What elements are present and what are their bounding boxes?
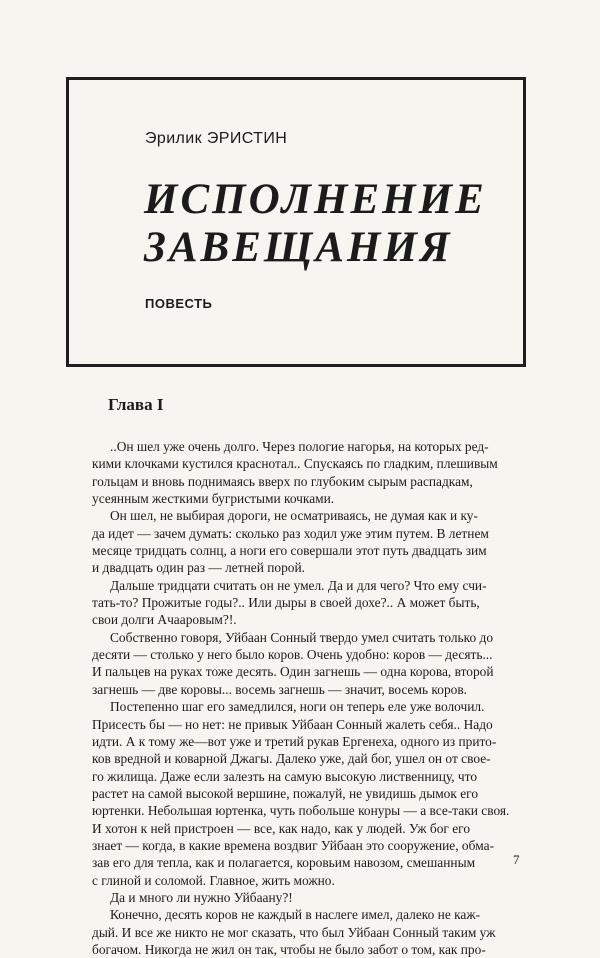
paragraph: Конечно, десять коров не каждый в наслеге имел, далеко не каж- дый. И все же никто не мог сказать, что был Уйбаан Сонный таким уж богачом. Никогда не жил он так, чтобы не было забот о том, как про- bbox=[92, 907, 496, 957]
paragraph: Дальше тридцати считать он не умел. Да и для чего? Что ему счи- тать-то? Прожитые годы?.. Или дыры в своей дохе?.. А может быть, свои долги Ачааровым?!. bbox=[92, 577, 487, 628]
author-name: Эрилик ЭРИСТИН bbox=[145, 130, 288, 147]
genre-label: ПОВЕСТЬ bbox=[145, 296, 213, 311]
paragraph: Да и много ли нужно Уйбаану?! bbox=[110, 889, 293, 905]
body-text bbox=[92, 438, 531, 958]
page-number: 7 bbox=[513, 852, 520, 867]
story-title bbox=[144, 176, 487, 272]
story-title-line-1: ИСПОЛНЕНИЕ bbox=[144, 176, 487, 223]
paragraph: ..Он шел уже очень долго. Через пологие нагорья, на которых ред- кими клочками кустился краснотал.. Спускаясь по гладким, плешивым гольцам и вновь поднимаясь вверх по глубоким сырым распадкам, усеянным жесткими бугристыми кочками. bbox=[92, 439, 498, 507]
paragraph: Собственно говоря, Уйбаан Сонный твердо умел считать только до десяти — столько у него было коров. Очень удобно: коров — десять... И пальцев на руках тоже десять. Один загнешь — одна корова, второй загнешь — две коровы... восемь загнешь — значит, восемь коров. bbox=[92, 629, 494, 697]
chapter-heading: Глава I bbox=[108, 395, 164, 414]
paragraph: Постепенно шаг его замедлился, ноги он теперь еле уже волочил. Присесть бы — но нет: не привык Уйбаан Сонный жалеть себя.. Надо идти. А к тому же—вот уже и третий рукав Ергенеха, одного из прито- ков вредной и коварной Джагы. Далеко уже, дай бог, ушел он от свое- го жилища. Даже если залезть на самую высокую лиственницу, что растет на самой высокой вершине, пожалуй, не увидишь дымок его юртенки. Небольшая юртенка, чуть побольше конуры — а все-таки своя. И хотон к ней пристроен — все, как надо, как у людей. Уж бог его знает — когда, в какие времена воздвиг Уйбаан это сооружение, обма- зав его для тепла, как и полагается, коровьим навозом, смешанным с глиной и соломой. Главное, жить можно. bbox=[92, 699, 510, 888]
paragraph: Он шел, не выбирая дороги, не осматриваясь, не думая как и ку- да идет — зачем думать: сколько раз ходил уже этим путем. В летнем месяце тридцать солнц, а ноги его совершали этот путь двадцать зим и двадцать один раз — летней порой. bbox=[92, 508, 489, 576]
story-title-line-2: ЗАВЕЩАНИЯ bbox=[144, 224, 453, 271]
title-frame bbox=[66, 77, 526, 367]
